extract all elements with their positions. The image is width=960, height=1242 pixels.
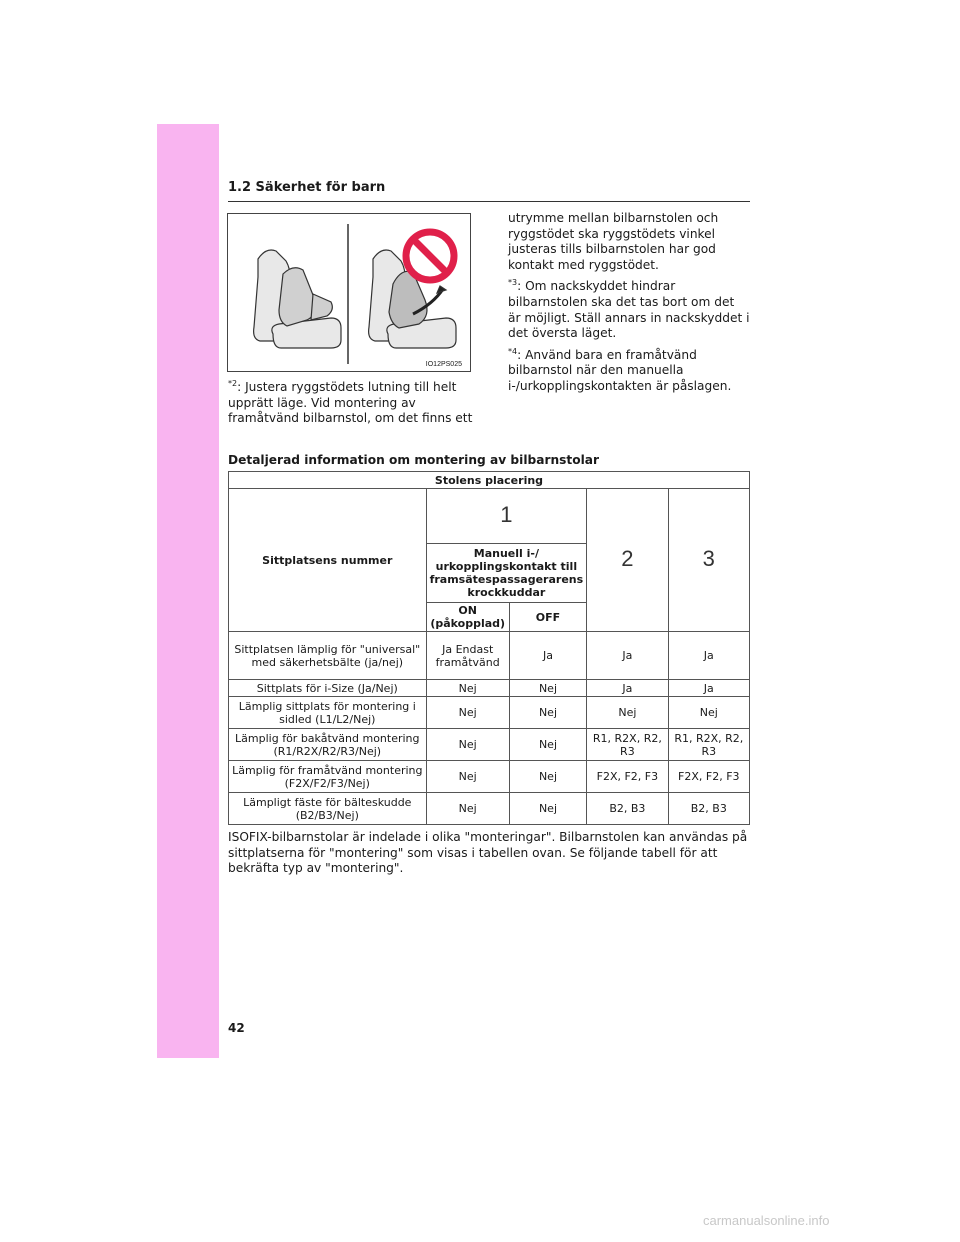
row-label: Lämplig för bakåtvänd montering (R1/R2X/R2/R3/Nej) [229,729,427,761]
row-label: Sittplats för i-Size (Ja/Nej) [229,680,427,697]
row-off-value: Nej [509,729,586,761]
child-seat-table [228,471,750,825]
row-label: Lämplig för framåtvänd montering (F2X/F2/F3/Nej) [229,761,427,793]
section-title: 1.2 Säkerhet för barn [228,180,386,195]
table-row [229,680,750,697]
row-seat3-value: F2X, F2, F3 [668,761,749,793]
section-header [228,176,750,202]
seat-1-cell [426,489,587,544]
note-4-text: : Använd bara en framåtvänd bilbarnstol när den manuella i-/urkopplingskontakten är påslagen. [508,347,732,393]
table-header-row [229,472,750,489]
table-row [229,761,750,793]
row-label: Sittplatsen lämplig för "universal" med säkerhetsbälte (ja/nej) [229,632,427,680]
row-seat3-value: B2, B3 [668,793,749,825]
row-seat2-value: Ja [587,680,668,697]
row-seat2-value: Ja [587,632,668,680]
row-seat3-value: Ja [668,632,749,680]
off-header: OFF [509,603,586,632]
right-column [508,211,750,395]
row-on-value: Nej [426,729,509,761]
row-seat3-value: Ja [668,680,749,697]
note-2-marker: *2 [228,378,238,388]
note-3-text: : Om nackskyddet hindrar bilbarnstolen ska det tas bort om det är möjligt. Ställ annars in nackskyddet i det översta läget. [508,279,750,341]
seat-2-number: 2 [621,545,634,571]
seat-illustration [228,214,470,371]
watermark: carmanualsonline.info [703,1213,830,1228]
row-on-value: Nej [426,680,509,697]
seat-1-number: 1 [500,501,513,527]
row-seat2-value: B2, B3 [587,793,668,825]
on-header: ON (påkopplad) [426,603,509,632]
table-row [229,729,750,761]
prohibition-icon [406,232,454,280]
isofix-paragraph: ISOFIX-bilbarnstolar är indelade i olika "monteringar". Bilbarnstolen kan användas på sittplatserna för "montering" som visas i tabellen ovan. Se följande tabell för att bekräfta typ av "montering". [228,830,748,876]
row-off-value: Nej [509,761,586,793]
row-label: Lämpligt fäste för bälteskudde (B2/B3/Nej) [229,793,427,825]
note-4-marker: *4 [508,346,518,356]
row-off-value: Nej [509,793,586,825]
table-row [229,632,750,680]
header-stolens-placering: Stolens placering [229,472,750,489]
row-on-value: Nej [426,761,509,793]
row-seat3-value: R1, R2X, R2, R3 [668,729,749,761]
table-row [229,697,750,729]
row-seat3-value: Nej [668,697,749,729]
row-seat2-value: R1, R2X, R2, R3 [587,729,668,761]
note-2-text: : Justera ryggstödets lutning till helt upprätt läge. Vid montering av framåtvänd bilbarnstol, om det finns ett [228,380,473,426]
header-sittplatsens-nummer: Sittplatsens nummer [229,489,427,632]
page-number: 42 [228,1021,245,1035]
row-seat2-value: F2X, F2, F3 [587,761,668,793]
seat-2-cell [587,489,668,632]
table-row [229,793,750,825]
row-off-value: Ja [509,632,586,680]
row-on-value: Nej [426,793,509,825]
row-off-value: Nej [509,680,586,697]
row-on-value: Nej [426,697,509,729]
figure-code: IO12PS025 [425,361,462,368]
seat-correct-drawing [254,250,341,348]
note-2-paragraph [228,380,473,427]
row-label: Lämplig sittplats för montering i sidled (L1/L2/Nej) [229,697,427,729]
switch-header: Manuell i-/ urkopplingskontakt till framsätespassagerarens krockkuddar [426,544,587,603]
row-off-value: Nej [509,697,586,729]
seat-adjust-figure [227,213,471,372]
seat-3-cell [668,489,749,632]
section-side-tab [157,124,219,1058]
continued-paragraph: utrymme mellan bilbarnstolen och ryggstödet ska ryggstödets vinkel justeras tills bilbarnstolen har god kontakt med ryggstödet. [508,211,719,272]
row-seat2-value: Nej [587,697,668,729]
note-3-marker: *3 [508,278,518,288]
note-3-paragraph [508,279,750,341]
row-on-value: Ja Endast framåtvänd [426,632,509,680]
seat-3-number: 3 [702,545,715,571]
table-title: Detaljerad information om montering av bilbarnstolar [228,453,599,467]
note-4-paragraph [508,348,750,395]
